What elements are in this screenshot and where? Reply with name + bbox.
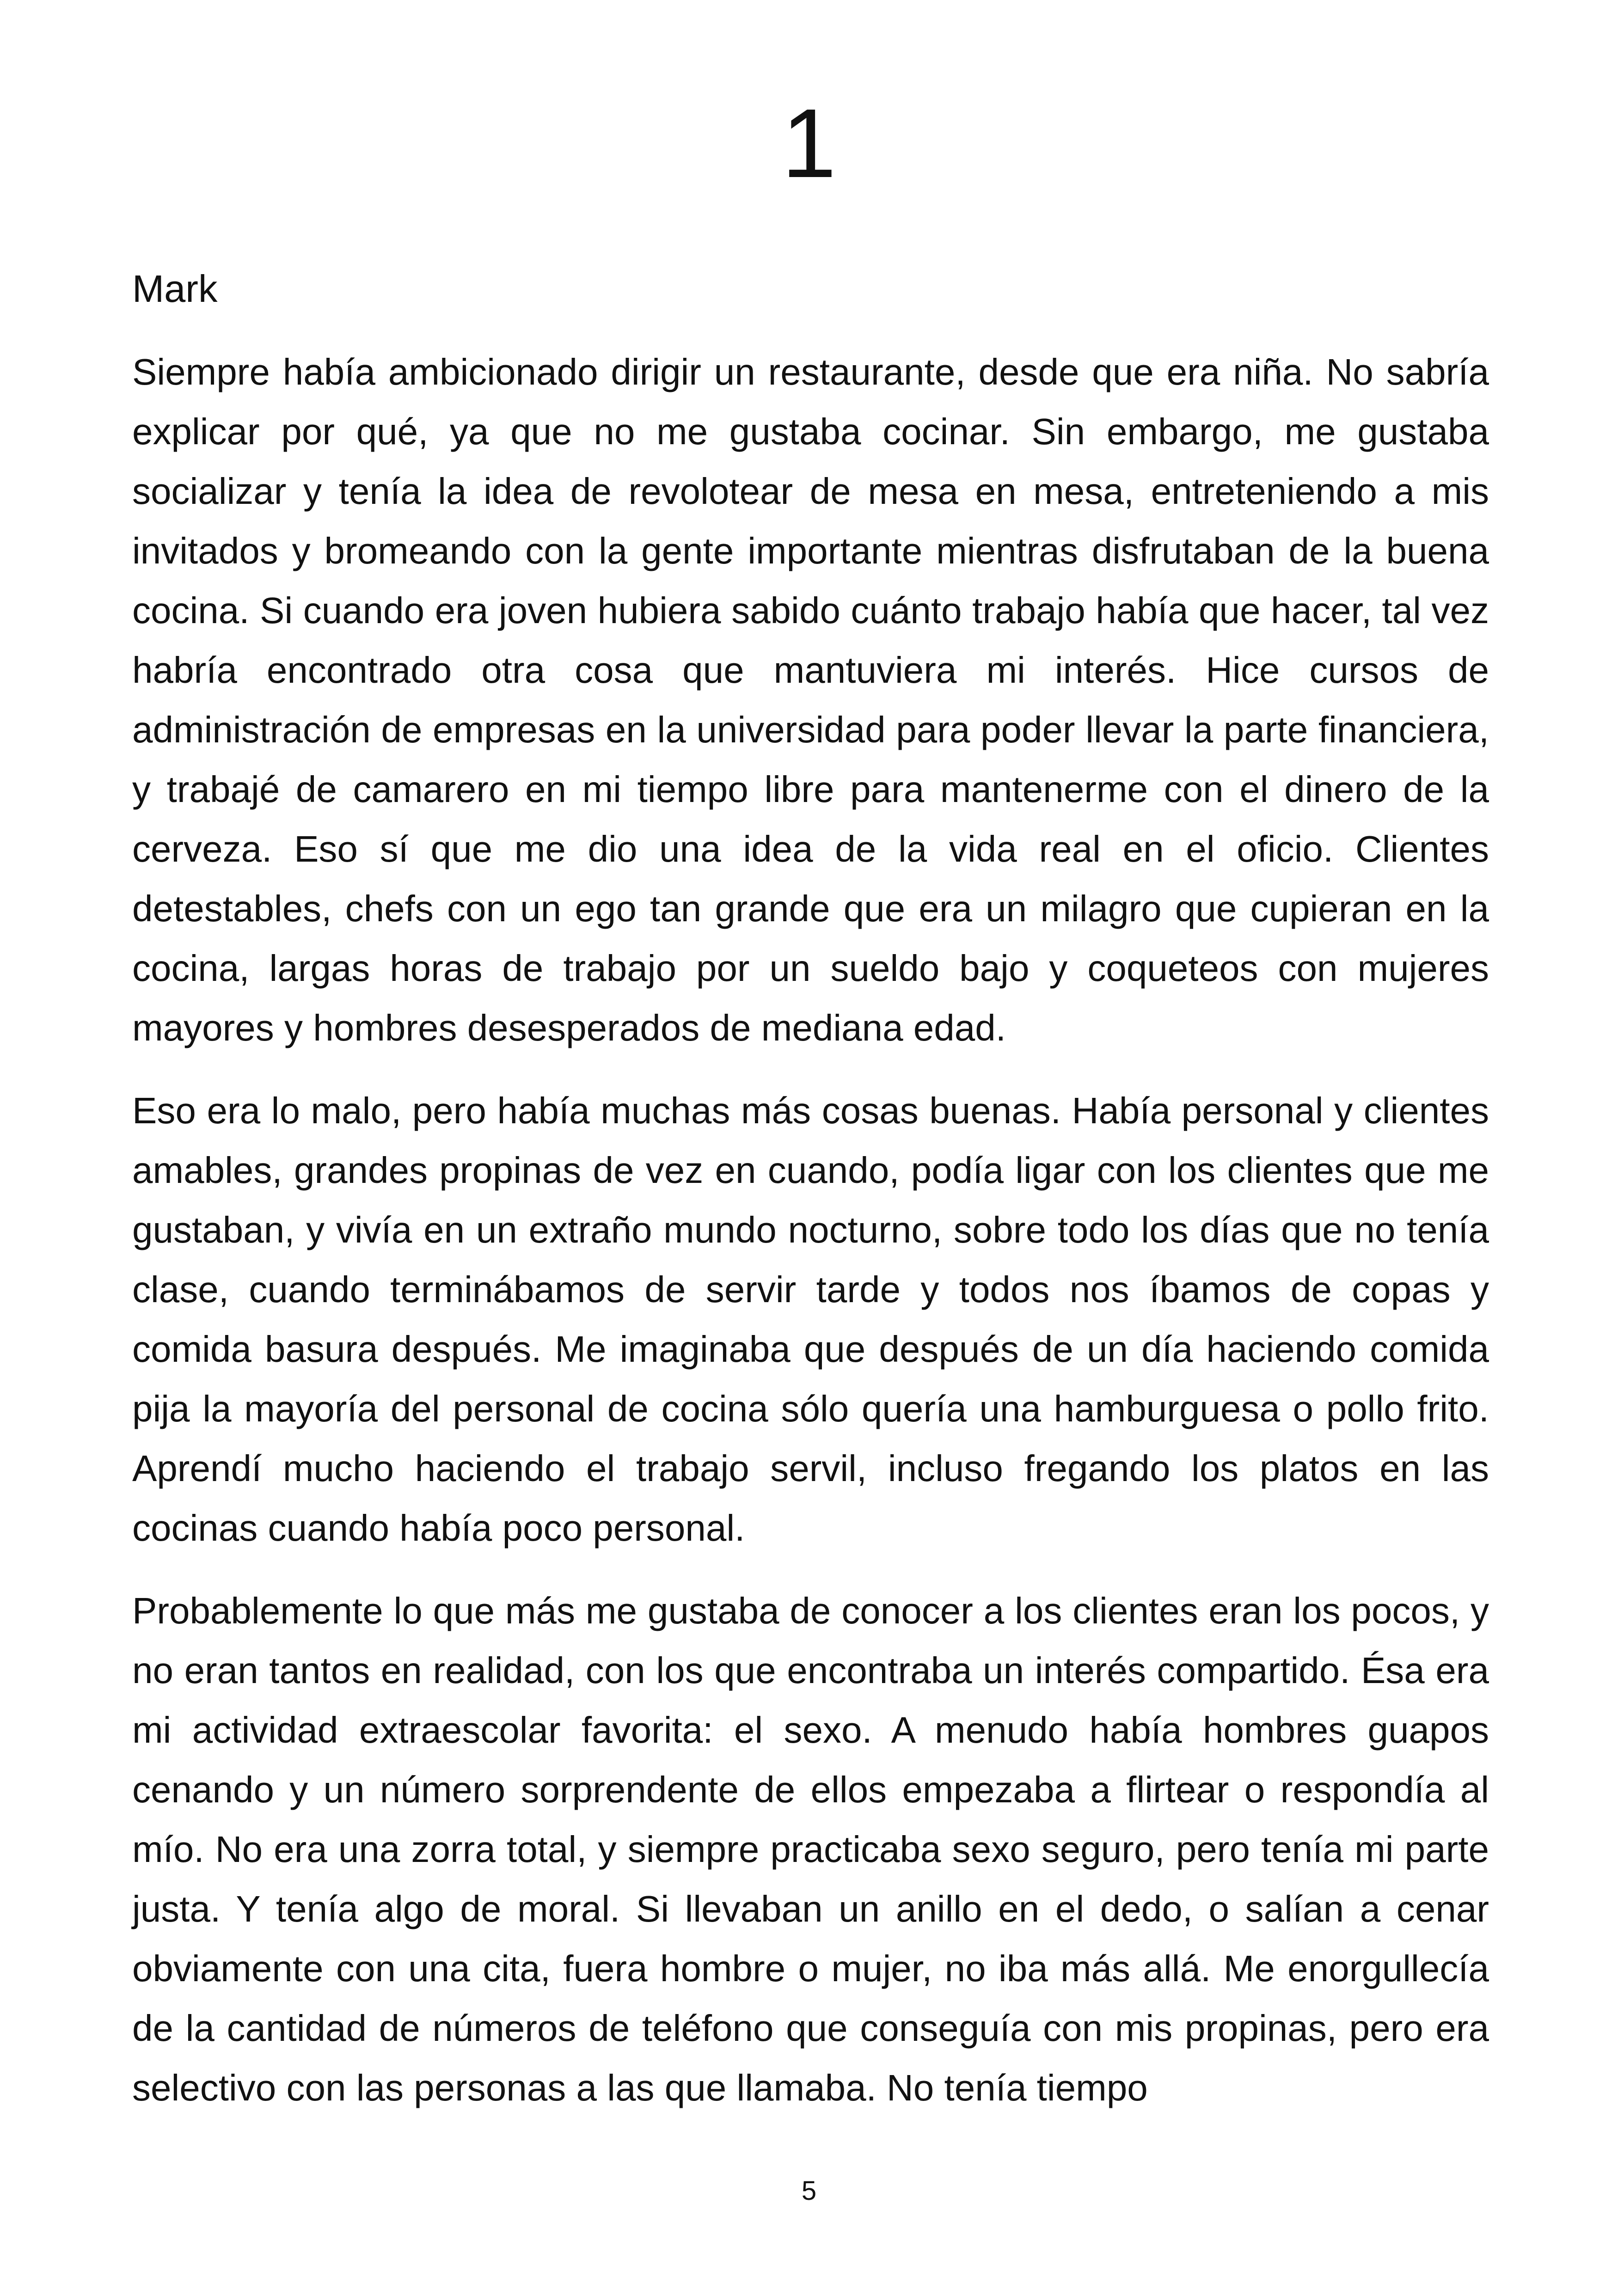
chapter-body [132, 259, 1489, 2141]
paragraph: Siempre había ambicionado dirigir un restaurante, desde que era niña. No sabría explicar por qué, ya que no me gustaba cocinar. Sin embargo, me gustaba socializar y tenía la idea de revolotear de mesa en mesa, entreteniendo a mis invitados y bromeando con la gente importante mientras disfrutaban de la buena cocina. Si cuando era joven hubiera sabido cuánto trabajo había que hacer, tal vez habría encontrado otra cosa que mantuviera mi interés. Hice cursos de administración de empresas en la universidad para poder llevar la parte financiera, y trabajé de camarero en mi tiempo libre para mantenerme con el dinero de la cerveza. Eso sí que me dio una idea de la vida real en el oficio. Clientes detestables, chefs con un ego tan grande que era un milagro que cupieran en la cocina, largas horas de trabajo por un sueldo bajo y coqueteos con mujeres mayores y hombres desesperados de mediana edad. [132, 351, 1489, 1048]
paragraph: Probablemente lo que más me gustaba de conocer a los clientes eran los pocos, y no eran tantos en realidad, con los que encontraba un interés compartido. Ésa era mi actividad extraescolar favorita: el sexo. A menudo había hombres guapos cenando y un número sorprendente de ellos empezaba a flirtear o respondía al mío. No era una zorra total, y siempre practicaba sexo seguro, pero tenía mi parte justa. Y tenía algo de moral. Si llevaban un anillo en el dedo, o salían a cenar obviamente con una cita, fuera hombre o mujer, no iba más allá. Me enorgullecía de la cantidad de números de teléfono que conseguía con mis propinas, pero era selectivo con las personas a las que llamaba. No tenía tiempo [132, 1590, 1489, 2108]
narrator-name: Mark [132, 267, 218, 310]
chapter-number: 1 [782, 88, 836, 198]
paragraph: Eso era lo malo, pero había muchas más cosas buenas. Había personal y clientes amables, grandes propinas de vez en cuando, podía ligar con los clientes que me gustaban, y vivía en un extraño mundo nocturno, sobre todo los días que no tenía clase, cuando terminábamos de servir tarde y todos nos íbamos de copas y comida basura después. Me imaginaba que después de un día haciendo comida pija la mayoría del personal de cocina sólo quería una hamburguesa o pollo frito. Aprendí mucho haciendo el trabajo servil, incluso fregando los platos en las cocinas cuando había poco personal. [132, 1090, 1489, 1549]
page-number: 5 [801, 2176, 817, 2206]
